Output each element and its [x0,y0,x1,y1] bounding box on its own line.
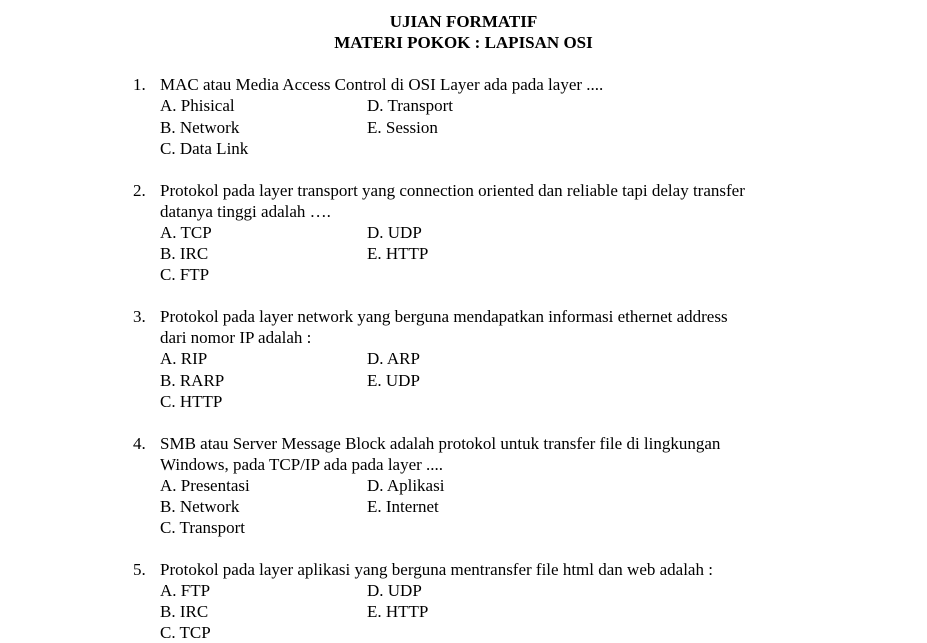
option-e: E. HTTP [367,244,429,263]
question-stem-line: Windows, pada TCP/IP ada pada layer .... [160,455,444,474]
option-e: E. Session [367,118,438,137]
question-number: 3. [133,307,146,326]
question-stem-line: SMB atau Server Message Block adalah protokol untuk transfer file di lingkungan [160,434,721,453]
option-b: B. IRC [160,602,209,621]
option-a: A. RIP [160,349,208,368]
option-b: B. Network [160,118,240,137]
question-stem-line: datanya tinggi adalah …. [160,202,331,221]
option-a: A. Phisical [160,96,235,115]
exam-subtitle: MATERI POKOK : LAPISAN OSI [334,33,593,52]
option-d: D. Aplikasi [367,476,445,495]
option-d: D. UDP [367,223,422,242]
option-b: B. Network [160,497,240,516]
question-stem [160,559,800,580]
question-stem-line: Protokol pada layer aplikasi yang berguna mentransfer file html dan web adalah : [160,560,713,579]
option-d: D. Transport [367,96,453,115]
option-b: B. RARP [160,371,225,390]
question-number: 1. [133,75,146,94]
question-stem-line: dari nomor IP adalah : [160,328,312,347]
option-a: A. TCP [160,223,212,242]
option-a: A. Presentasi [160,476,250,495]
option-e: E. HTTP [367,602,429,621]
option-b: B. IRC [160,244,209,263]
exam-title: UJIAN FORMATIF [389,12,538,31]
question-number: 4. [133,434,146,453]
question-number: 2. [133,181,146,200]
option-e: E. UDP [367,371,420,390]
option-c: C. TCP [160,623,211,642]
question-stem [160,306,800,348]
question-stem-line: Protokol pada layer transport yang connection oriented dan reliable tapi delay transfer [160,181,745,200]
question-stem-line: Protokol pada layer network yang berguna mendapatkan informasi ethernet address [160,307,728,326]
option-c: C. FTP [160,265,210,284]
question-stem [160,180,800,222]
option-e: E. Internet [367,497,439,516]
question-stem-line: MAC atau Media Access Control di OSI Layer ada pada layer .... [160,75,604,94]
question-stem [160,74,800,95]
option-d: D. UDP [367,581,422,600]
question-stem [160,433,800,475]
option-c: C. Data Link [160,139,249,158]
option-a: A. FTP [160,581,211,600]
question-number: 5. [133,560,146,579]
option-c: C. Transport [160,518,246,537]
option-d: D. ARP [367,349,420,368]
option-c: C. HTTP [160,392,223,411]
